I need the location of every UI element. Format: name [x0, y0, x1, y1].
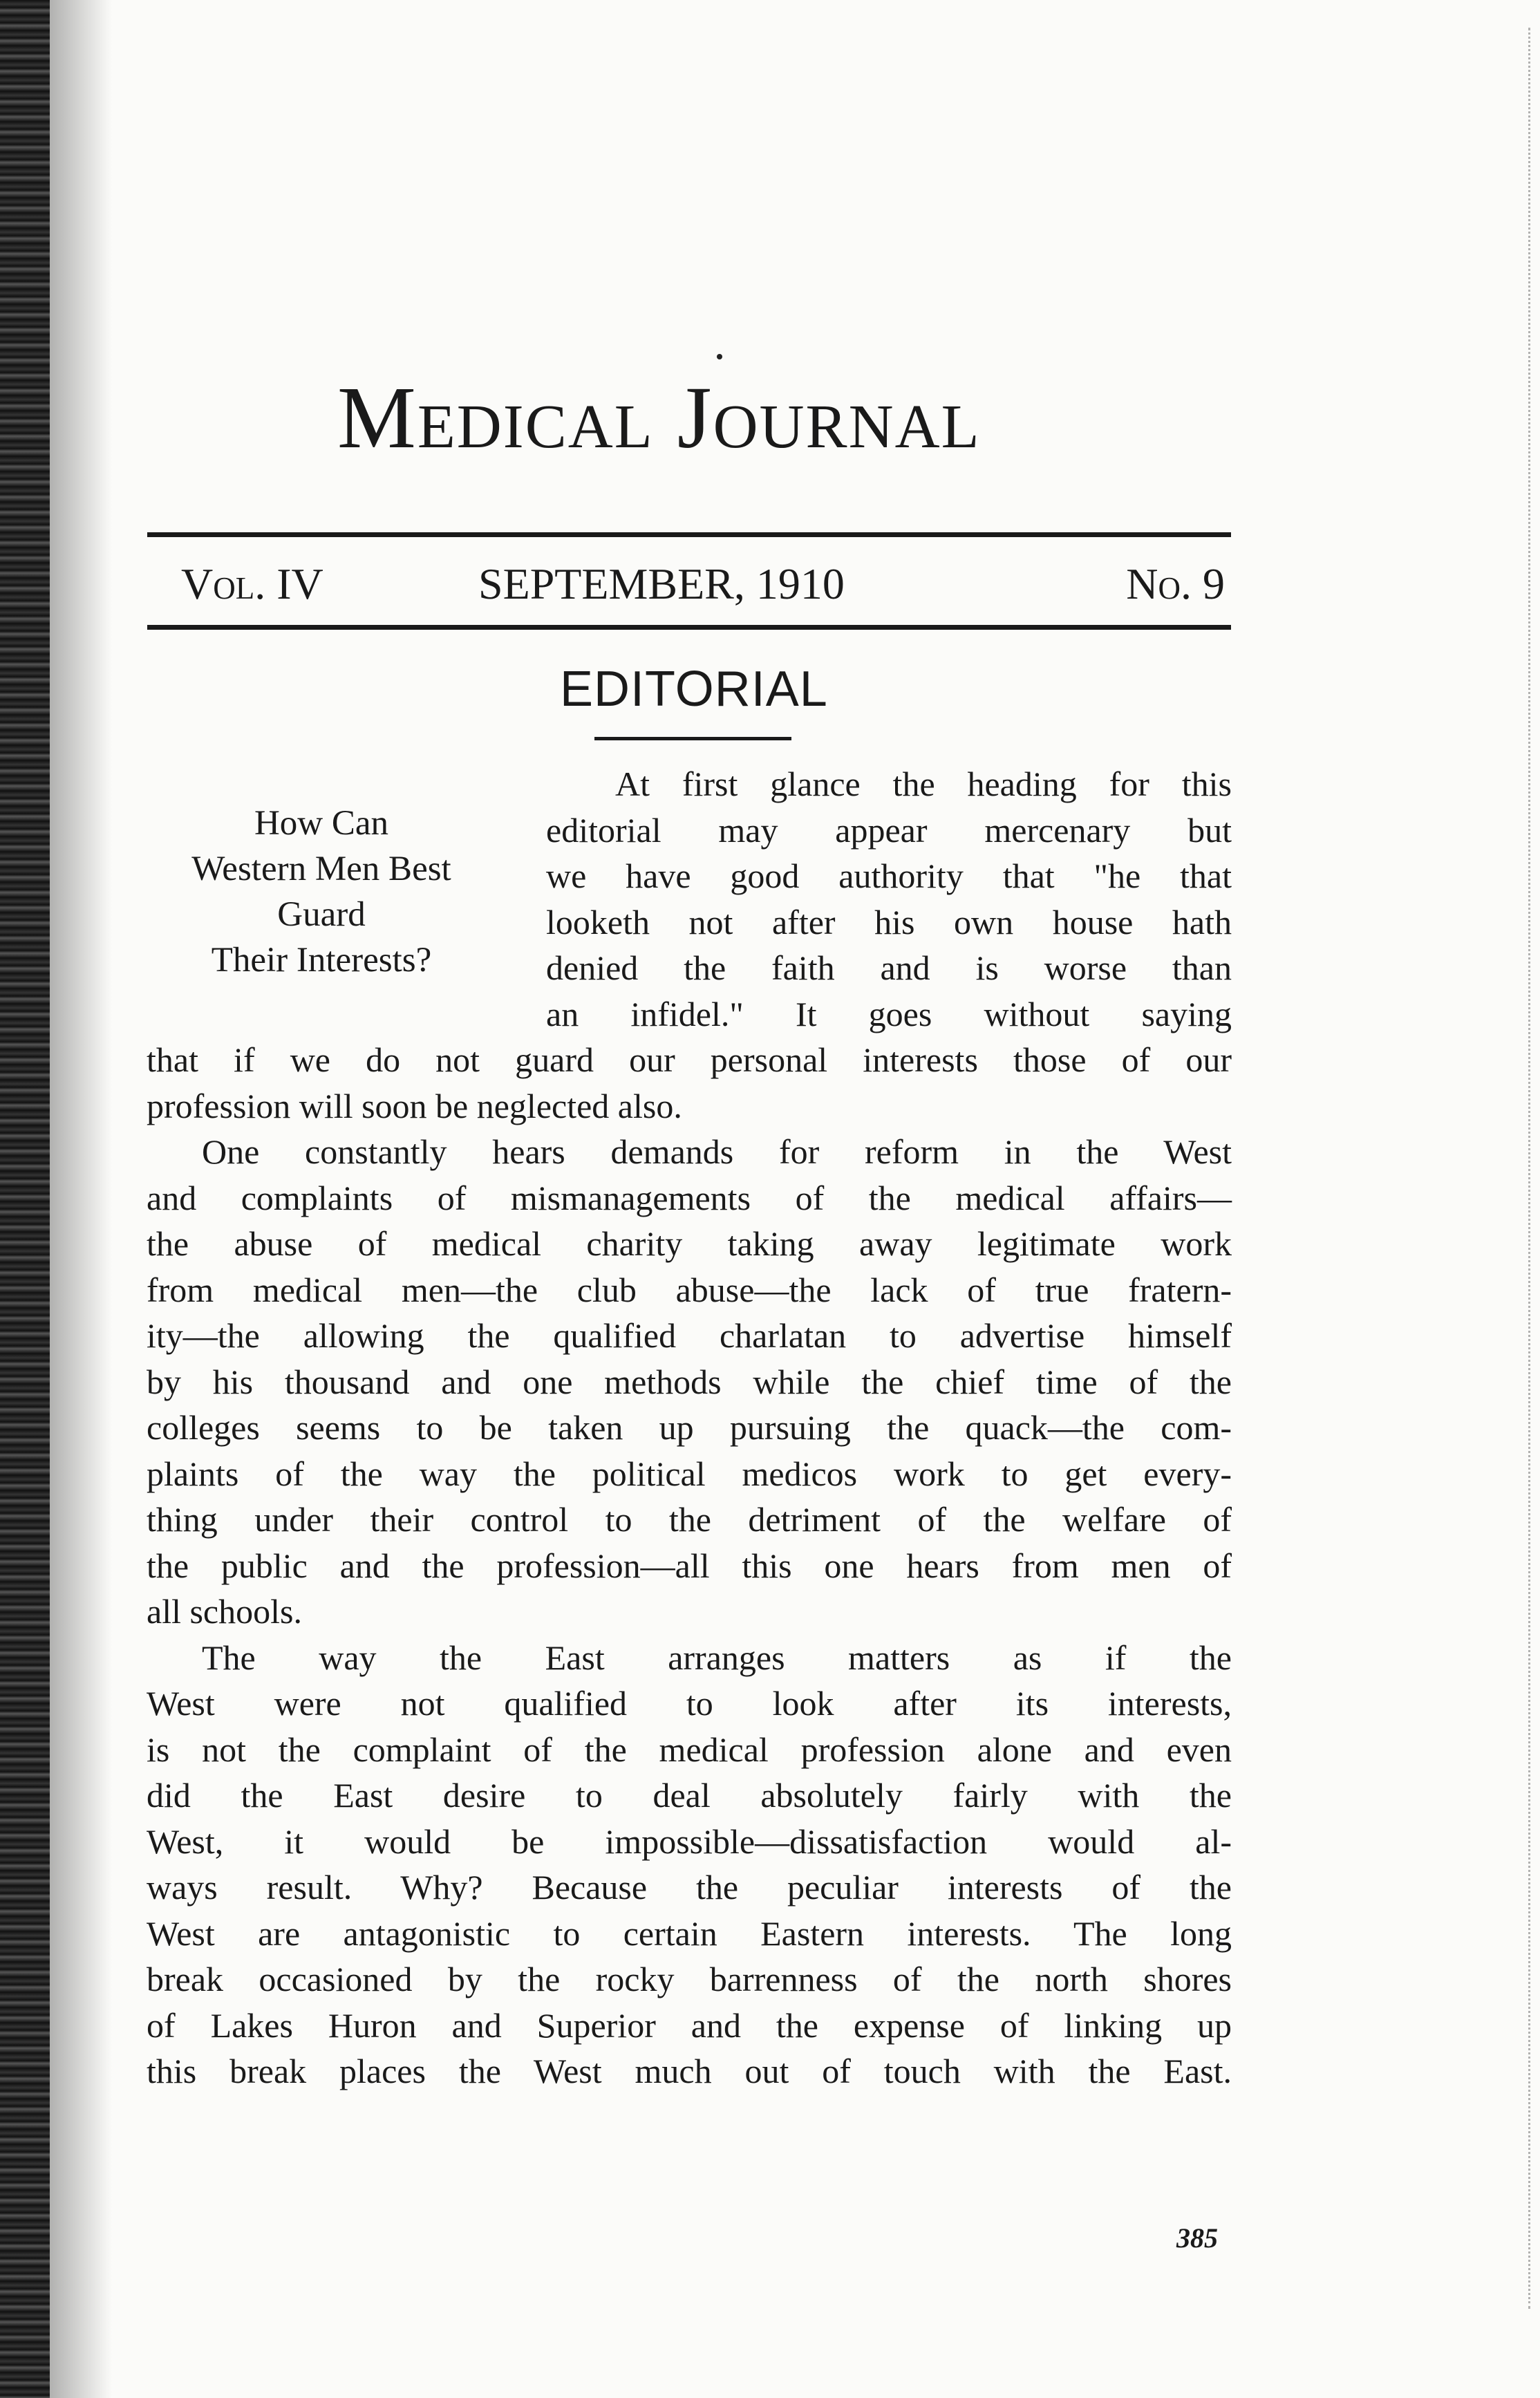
page-number: 385 — [1176, 2222, 1218, 2254]
body-line: did the East desire to deal absolutely fairly with the — [147, 1776, 1232, 1815]
body-line: we have good authority that "he that — [546, 856, 1232, 895]
body-line: thing under their control to the detriment of the welfare of — [147, 1500, 1232, 1539]
body-line: by his thousand and one methods while the chief time of the — [147, 1362, 1232, 1401]
editorial-body — [147, 761, 1232, 2095]
journal-title: Medical Journal — [337, 368, 981, 467]
body-line: this break places the West much out of touch with the East. — [147, 2052, 1232, 2090]
body-line: break occasioned by the rocky barrenness of the north shores — [147, 1960, 1232, 1998]
body-line: The way the East arranges matters as if the — [202, 1638, 1232, 1677]
body-line: all schools. — [147, 1592, 302, 1631]
page-edge-marks — [1525, 28, 1530, 2309]
masthead-top-rule — [147, 532, 1231, 537]
volume-label: Vol. IV — [181, 559, 323, 608]
body-line: and complaints of mismanagements of the medical affairs— — [147, 1178, 1232, 1217]
side-heading-line: How Can — [254, 804, 389, 843]
body-line: profession will soon be neglected also. — [147, 1086, 682, 1125]
body-line: is not the complaint of the medical profession alone and even — [147, 1730, 1232, 1769]
body-line: At first glance the heading for this — [615, 765, 1232, 803]
binding-edge — [0, 0, 50, 2398]
body-line: the abuse of medical charity taking away legitimate work — [147, 1224, 1232, 1263]
body-line: ity—the allowing the qualified charlatan to advertise himself — [147, 1316, 1232, 1355]
body-line: West are antagonistic to certain Eastern interests. The long — [147, 1913, 1232, 1953]
body-line: West, it would be impossible—dissatisfaction would al- — [147, 1821, 1232, 1861]
section-rule — [594, 737, 791, 740]
scan-speck — [717, 354, 722, 359]
side-heading-line: Guard — [277, 895, 366, 934]
body-line: editorial may appear mercenary but — [546, 810, 1232, 850]
masthead — [181, 553, 1225, 615]
issue-number: No. 9 — [1126, 559, 1225, 608]
masthead-bottom-rule — [147, 625, 1231, 630]
body-line: colleges seems to be taken up pursuing the quack—the com- — [147, 1408, 1232, 1447]
body-line: looketh not after his own house hath — [546, 902, 1232, 942]
body-line: an infidel." It goes without saying — [546, 994, 1232, 1033]
section-heading: EDITORIAL — [560, 662, 828, 717]
body-line: One constantly hears demands for reform in the West — [202, 1132, 1232, 1171]
body-line: of Lakes Huron and Superior and the expense of linking up — [147, 2005, 1232, 2045]
body-line: that if we do not guard our personal interests those of our — [147, 1040, 1232, 1079]
body-line: plaints of the way the political medicos work to get every- — [147, 1454, 1232, 1493]
body-line: denied the faith and is worse than — [546, 948, 1232, 987]
issue-date: SEPTEMBER, 1910 — [478, 559, 845, 608]
body-line: the public and the profession—all this one hears from men of — [147, 1546, 1232, 1585]
body-line: West were not qualified to look after its interests, — [147, 1684, 1232, 1723]
side-heading-line: Western Men Best — [191, 850, 451, 888]
body-line: from medical men—the club abuse—the lack of true fratern- — [147, 1270, 1232, 1309]
binding-shadow — [50, 0, 112, 2398]
body-line: ways result. Why? Because the peculiar interests of the — [147, 1868, 1232, 1907]
side-heading-line: Their Interests? — [211, 941, 432, 980]
